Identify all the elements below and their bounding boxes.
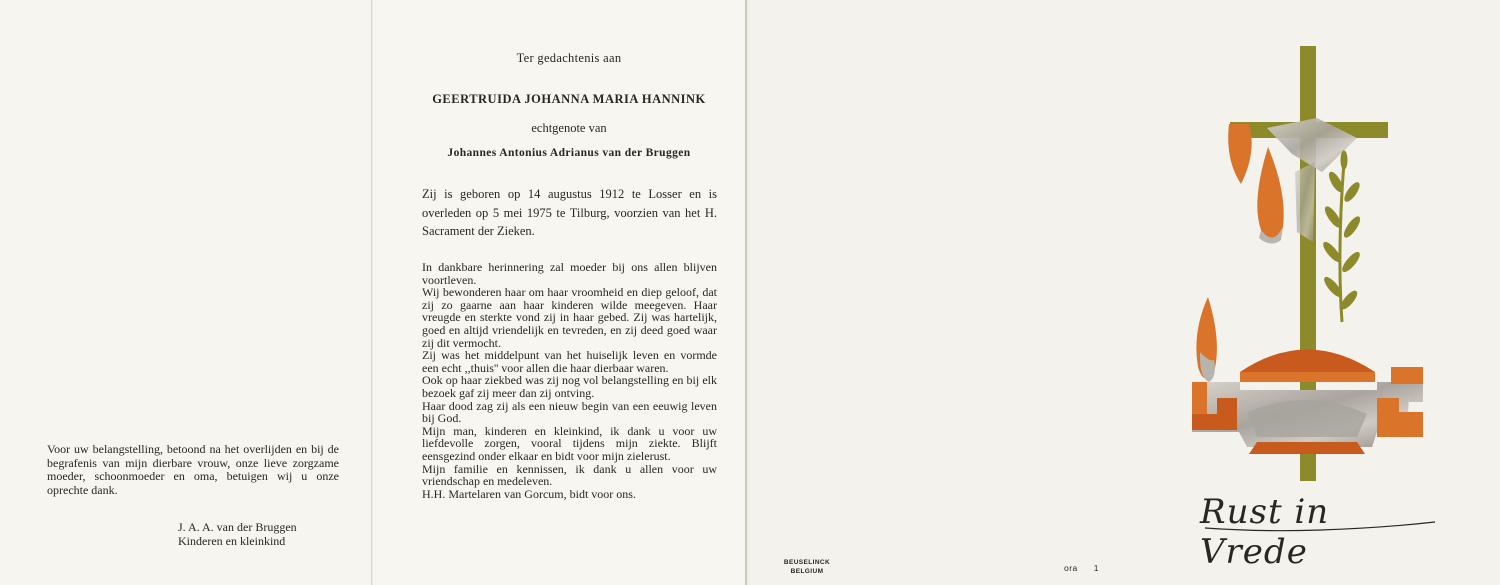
motto-flourish bbox=[1201, 510, 1441, 540]
signature-family: Kinderen en kleinkind bbox=[178, 534, 286, 548]
memorial-intro: Ter gedachtenis aan bbox=[516, 51, 622, 65]
memory-line: Mijn man, kinderen en kleinkind, ik dank u voor uw liefdevolle zorgen, vooral tijdens mijn ziekte. Blijft eensgezind onder elkaar en bidt voor mijn zielerust. bbox=[422, 423, 717, 463]
lamp-lid bbox=[1240, 350, 1375, 373]
left-panel bbox=[0, 0, 372, 585]
printer-name: BEUSELINCK bbox=[783, 559, 831, 566]
spouse-name: Johannes Antonius Adrianus van der Bruggen bbox=[447, 147, 691, 159]
motto-text: Rust in Vrede bbox=[1200, 492, 1330, 572]
card-code-number: 1 bbox=[1093, 563, 1100, 573]
memory-line: Ook op haar ziekbed was zij nog vol belangstelling en bij elk bezoek gaf zij meer dan zij ontving. bbox=[422, 373, 717, 400]
memory-line: Haar dood zag zij als een nieuw begin van een eeuwig leven bij God. bbox=[422, 398, 717, 426]
memory-text bbox=[422, 261, 717, 500]
memory-line: Wij bewonderen haar om haar vroomheid en diep geloof, dat zij zo gaarne aan haar kinderen wilde meegeven. Haar vreugde en sterkte vond zij in haar gebed. Zij was hartelijk, goed en altijd vriendelijk en tevreden, en zij deed goed waar zij dit vermocht. bbox=[422, 285, 717, 350]
deceased-name: GEERTRUIDA JOHANNA MARIA HANNINK bbox=[432, 92, 706, 106]
card-code bbox=[1064, 563, 1099, 573]
left-drop bbox=[1228, 124, 1251, 184]
birth-death-text: Zij is geboren op 14 augustus 1912 te Losser en is overleden op 5 mei 1975 te Tilburg, voorzien van het H. Sacrament der Zieken. bbox=[422, 187, 717, 238]
cross-lamp-emblem bbox=[1187, 42, 1427, 487]
lamp-base bbox=[1249, 442, 1365, 454]
thanks-text: Voor uw belangstelling, betoond na het overlijden en bij de begrafenis van mijn dierbare vrouw, onze lieve zorgzame moeder, schoonmoeder en oma, betuigen wij u onze oprechte dank. bbox=[47, 442, 339, 497]
olive-branch bbox=[1321, 151, 1362, 322]
memory-line: In dankbare herinnering zal moeder bij ons allen blijven voortleven. bbox=[422, 260, 717, 287]
card-code-label: ora bbox=[1064, 563, 1078, 573]
memory-line: Zij was het middelpunt van het huiselijk leven en vormde een echt ,,thuis'' voor allen die haar dierbaar waren. bbox=[422, 348, 717, 375]
middle-panel bbox=[373, 0, 747, 585]
right-panel bbox=[749, 0, 1500, 585]
memory-line: H.H. Martelaren van Gorcum, bidt voor ons. bbox=[422, 486, 636, 501]
printer-imprint bbox=[777, 558, 837, 576]
memory-line: Mijn familie en kennissen, ik dank u allen voor uw vriendschap en medeleven. bbox=[422, 461, 717, 489]
printer-country: BELGIUM bbox=[790, 568, 824, 575]
signature-name: J. A. A. van der Bruggen bbox=[178, 520, 297, 534]
spouse-label: echtgenote van bbox=[531, 121, 607, 135]
right-drop bbox=[1257, 147, 1283, 238]
